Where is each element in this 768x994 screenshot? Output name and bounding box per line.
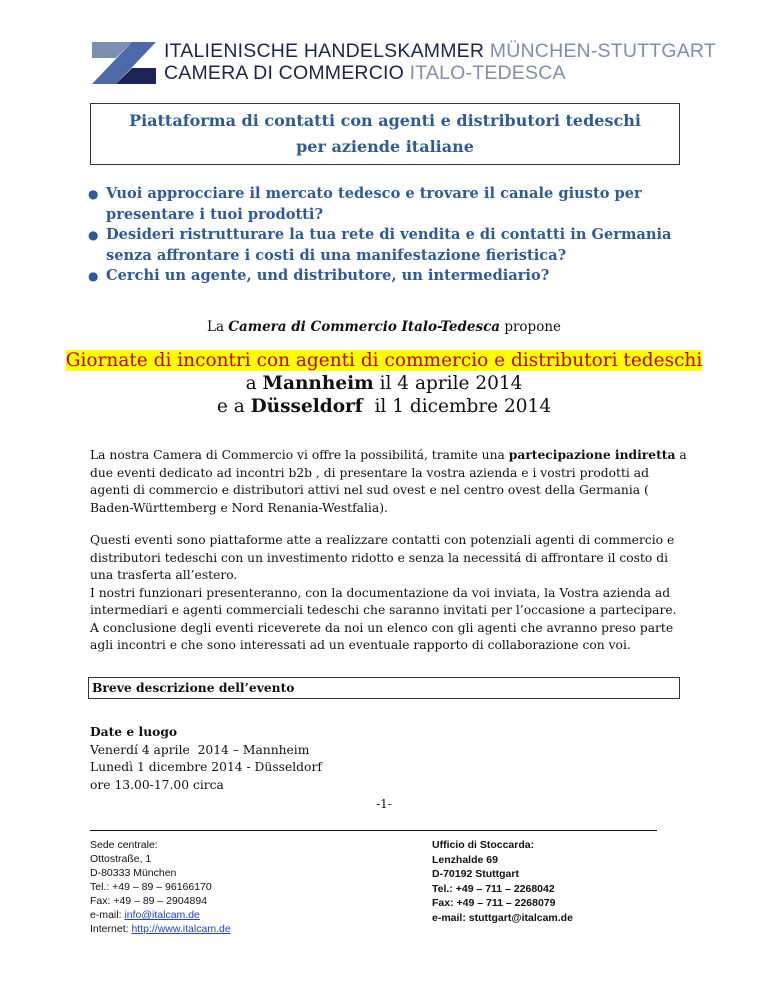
footer-line: Ottostraße, 1	[90, 853, 152, 865]
question-list	[88, 184, 688, 287]
paragraph-sentence: A conclusione degli eventi riceverete da noi un elenco con gli agenti che avranno preso parte agli incontri e che sono interessati ad un eventuale rapporto di collaborazione con voi.	[90, 620, 674, 652]
section-heading-box: Breve descrizione dell’evento	[88, 677, 680, 699]
organization-name: Camera di Commercio Italo-Tedesca	[228, 319, 501, 335]
logo-text-light: MÜNCHEN-STUTTGART	[489, 40, 716, 62]
list-item	[88, 225, 688, 266]
page-number: -1-	[376, 797, 392, 811]
paragraph-text: La nostra Camera di Commercio vi offre la possibilitá, tramite una	[90, 448, 509, 462]
footer-line: Lenzhalde 69	[432, 853, 498, 866]
paragraph-bold: partecipazione indiretta	[508, 447, 676, 462]
headline-text: e a	[216, 396, 251, 417]
title-box	[90, 103, 680, 165]
bullet-icon: ●	[88, 228, 99, 242]
footer-line: Ufficio di Stoccarda:	[432, 839, 535, 851]
paragraph-sentence: I nostri funzionari presenteranno, con la documentazione da voi inviata, la Vostra azienda ad intermediari e agenti commerciali tedeschi che saranno invitati per l’occasione a partecipare.	[90, 585, 677, 617]
date-line: Lunedì 1 dicembre 2014 - Düsseldorf	[90, 760, 322, 774]
footer-email-line	[90, 908, 231, 922]
event-headline	[0, 349, 768, 418]
bullet-icon: ●	[88, 187, 99, 201]
chamber-logo	[92, 38, 716, 86]
proposal-intro	[0, 319, 768, 335]
headline-line-3	[0, 395, 768, 418]
details-heading: Date e luogo	[90, 724, 178, 739]
footer-divider	[90, 830, 657, 831]
headline-text: a	[245, 373, 263, 394]
paragraph-sentence: Questi eventi sono piattaforme atte a realizzare contatti con potenziali agenti di commercio e distributori tedeschi con un investimento ridotto e senza la necessitá di affrontare il costo di una trasferta all’estero.	[90, 533, 675, 582]
paragraph-text: a due eventi dedicato ad incontri b2b , di presentare la vostra azienda e i vostri prodotti ad agenti di commercio e distributori attivi nel sud ovest e nel centro ovest della Germania ( Baden-Württemberg e Nord Renania-Westfalia).	[90, 448, 687, 515]
footer-line: Tel.: +49 – 711 – 2268042	[432, 882, 555, 895]
proposal-pre: La	[206, 319, 229, 335]
email-link[interactable]: info@italcam.de	[124, 909, 200, 921]
footer-line: Sede centrale:	[90, 839, 158, 851]
logo-text-line2	[164, 62, 566, 84]
list-item	[88, 266, 688, 287]
event-details	[90, 723, 322, 794]
list-item-text: Cerchi un agente, und distributore, un intermediario?	[106, 267, 550, 284]
time-line: ore 13.00-17.00 circa	[90, 777, 224, 792]
title-line-2: per aziende italiane	[296, 137, 474, 156]
city-dusseldorf: Düsseldorf	[250, 396, 363, 417]
list-item	[88, 184, 688, 225]
city-mannheim: Mannheim	[262, 373, 374, 394]
logo-text-strong: ITALIENISCHE HANDELSKAMMER	[164, 40, 485, 62]
intro-paragraph	[90, 446, 690, 517]
footer-line: D-80333 München	[90, 867, 177, 879]
title-line-1: Piattaforma di contatti con agenti e distributori tedeschi	[129, 111, 641, 130]
footer-line: e-mail: stuttgart@italcam.de	[432, 911, 573, 924]
details-paragraph	[90, 532, 690, 655]
proposal-post: propone	[500, 319, 562, 335]
date-line: Venerdí 4 aprile 2014 – Mannheim	[90, 742, 310, 757]
list-item-text: Vuoi approcciare il mercato tedesco e trovare il canale giusto per presentare i tuoi prodotti?	[106, 185, 642, 223]
chamber-logo-icon	[92, 40, 156, 84]
footer-line: Fax: +49 – 711 – 2268079	[432, 897, 556, 910]
footer-line: Fax: +49 – 89 – 2904894	[90, 895, 208, 907]
footer-label: e-mail:	[90, 909, 125, 921]
footer-line: Tel.: +49 – 89 – 96166170	[90, 881, 212, 893]
list-item-text: Desideri ristrutturare la tua rete di vendita e di contatti in Germania senza affrontare i costi di una manifestazione fieristica?	[106, 226, 672, 264]
headline-text: il 1 dicembre 2014	[362, 396, 552, 417]
headline-line-2	[0, 372, 768, 395]
footer-headquarters	[90, 838, 231, 936]
logo-text-strong: CAMERA DI COMMERCIO	[164, 62, 404, 84]
logo-text-light: ITALO-TEDESCA	[409, 62, 566, 84]
footer-line: D-70192 Stuttgart	[432, 868, 519, 881]
website-link[interactable]: http://www.italcam.de	[131, 923, 231, 935]
footer-stuttgart-office	[432, 838, 573, 926]
bullet-icon: ●	[88, 269, 99, 283]
logo-text-line1	[164, 40, 716, 62]
headline-text: il 4 aprile 2014	[373, 373, 523, 394]
footer-label: Internet:	[90, 923, 132, 935]
footer-web-line	[90, 922, 231, 936]
headline-main: Giornate di incontri con agenti di commercio e distributori tedeschi	[65, 350, 703, 371]
